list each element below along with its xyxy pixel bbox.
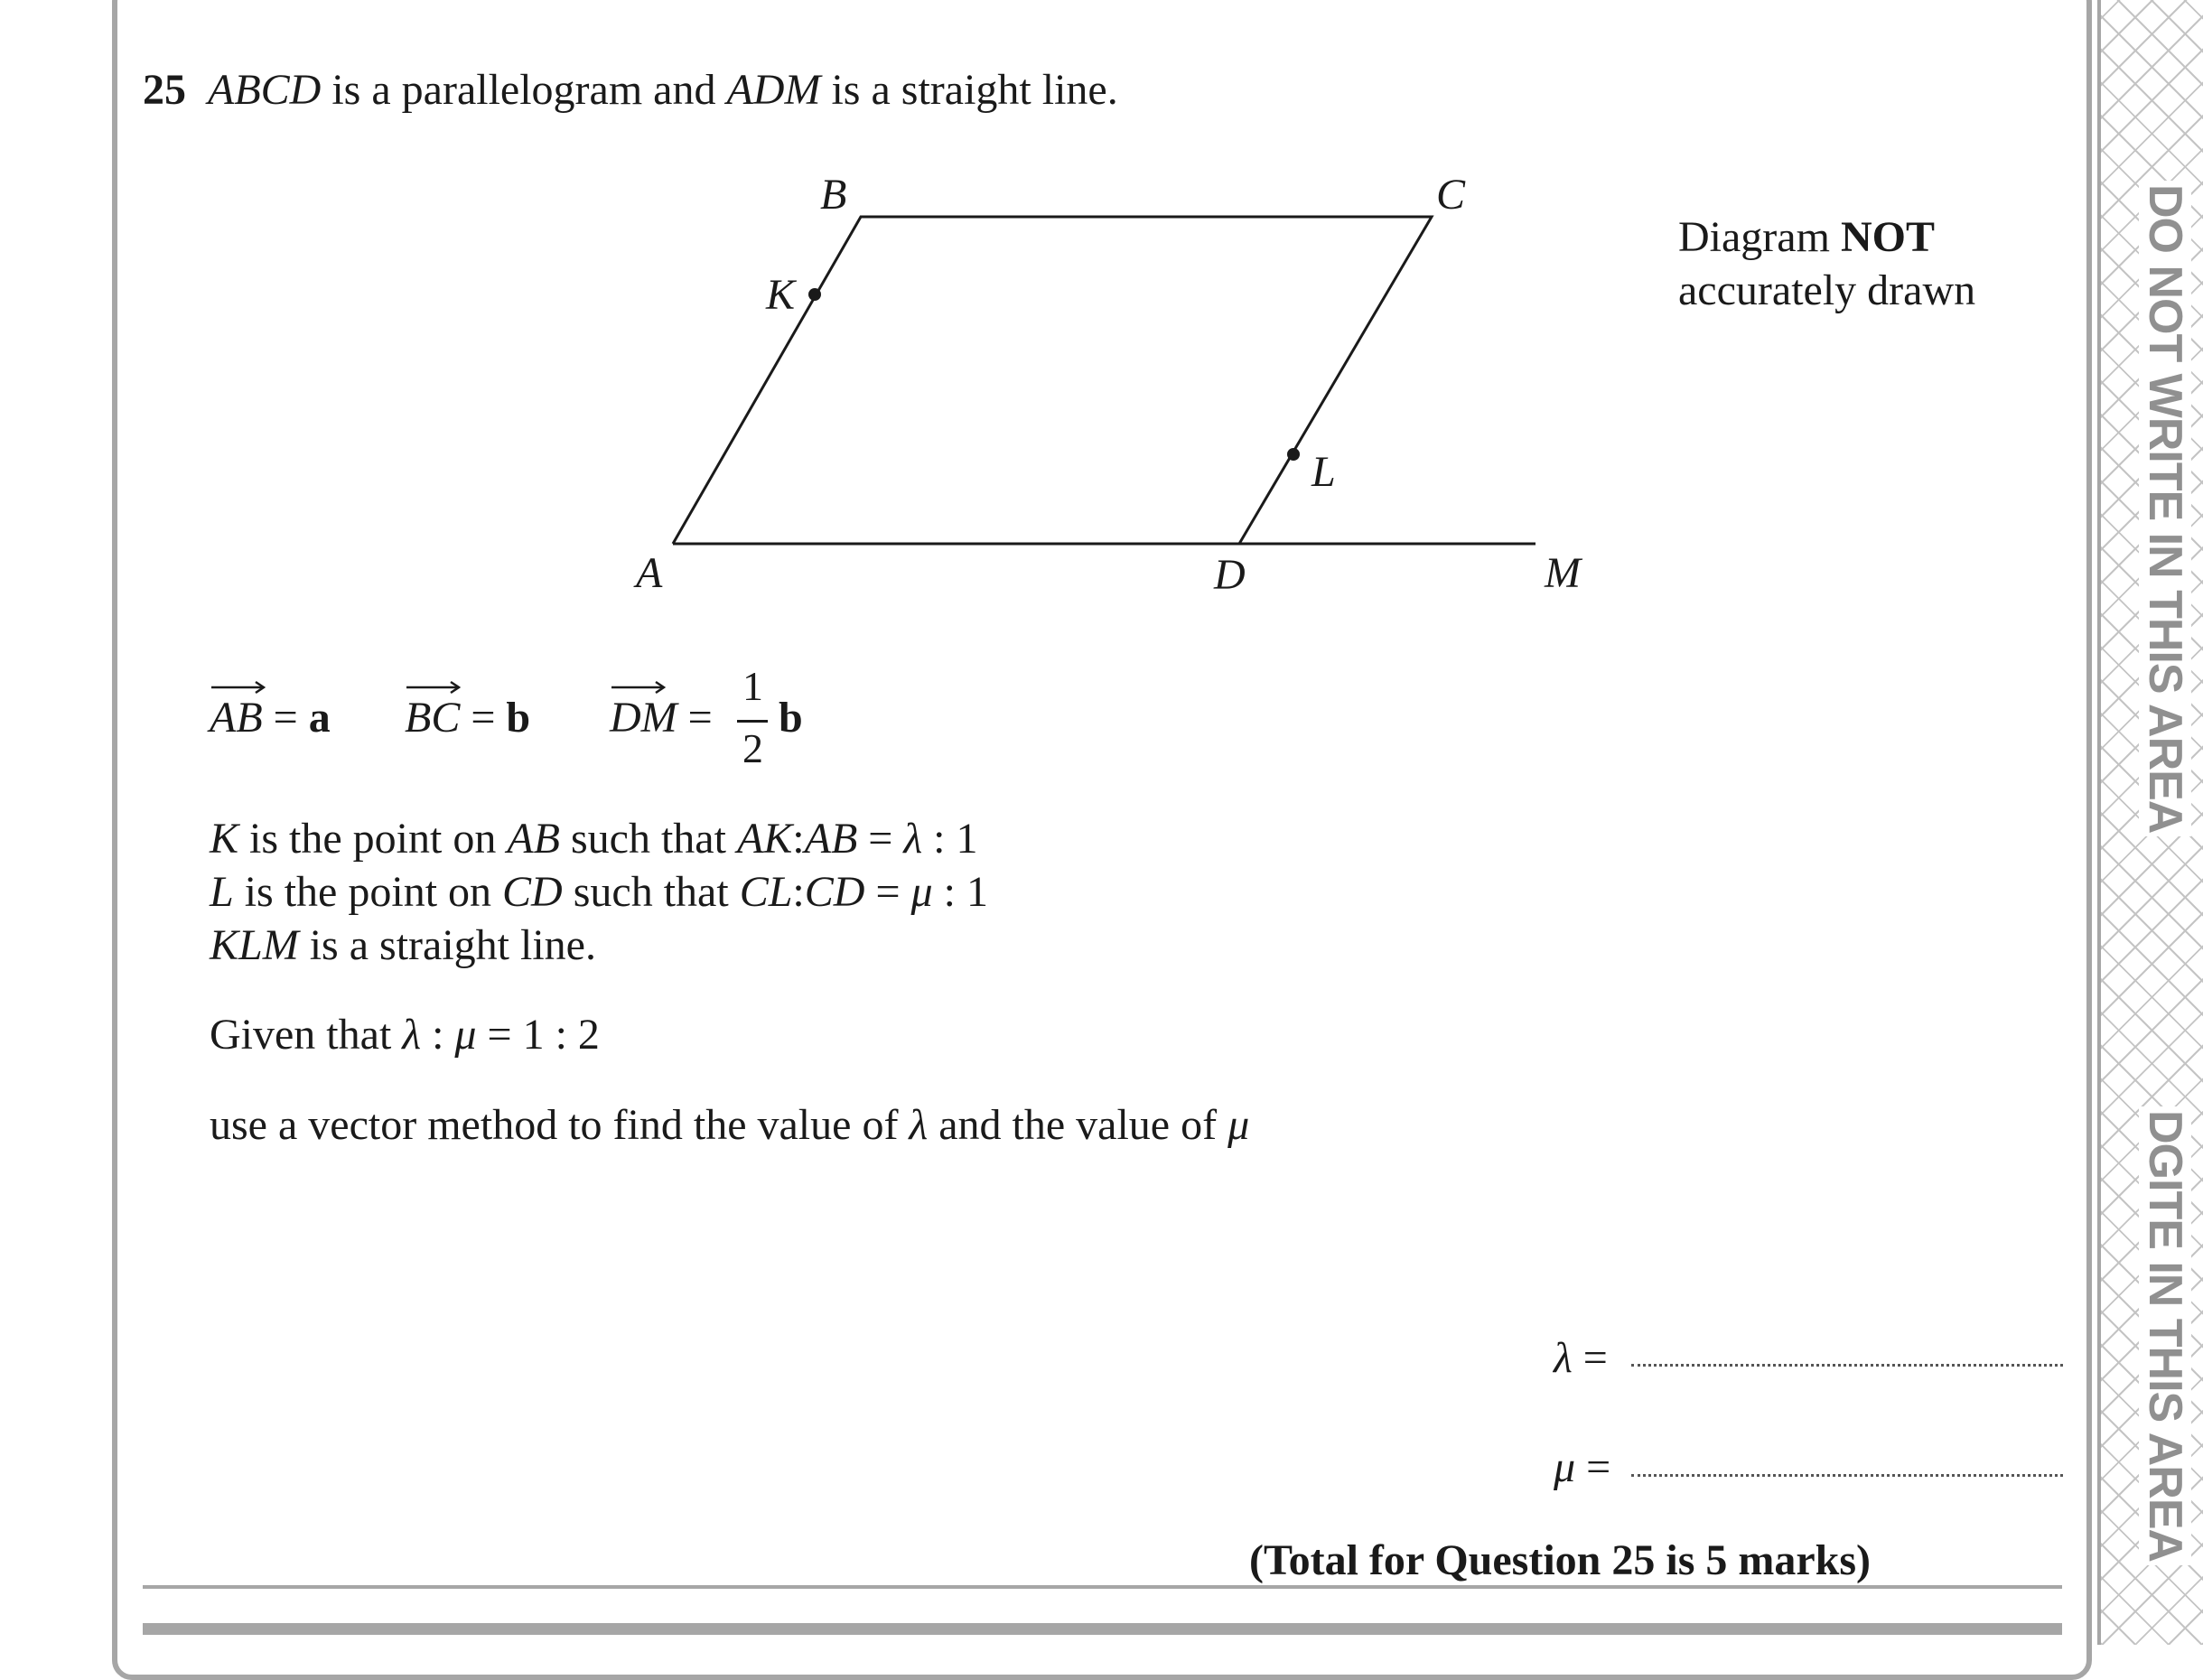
ratio-colon: : bbox=[792, 815, 805, 863]
label-m: M bbox=[1545, 549, 1581, 597]
question-total: (Total for Question 25 is 5 marks) bbox=[1249, 1536, 1872, 1584]
segment-cd: CD bbox=[502, 868, 563, 916]
label-a: A bbox=[636, 549, 663, 597]
vector-dm-value-wrap bbox=[779, 696, 803, 740]
ratio-ak: AK bbox=[736, 815, 793, 863]
line-klm: KLM bbox=[210, 921, 299, 969]
lambda-symbol: λ bbox=[1554, 1334, 1573, 1382]
vector-bc bbox=[405, 696, 460, 740]
answer-equals: = bbox=[1575, 1443, 1611, 1491]
mu-symbol: μ bbox=[1228, 1101, 1250, 1149]
point-l-name: L bbox=[210, 868, 234, 916]
fraction-bar bbox=[737, 720, 768, 723]
ratio-cd: CD bbox=[804, 868, 865, 916]
label-b: B bbox=[820, 171, 847, 219]
segment-ab: AB bbox=[507, 815, 560, 863]
mu-symbol: μ bbox=[454, 1011, 477, 1059]
vector-dm-equals: = bbox=[677, 694, 713, 742]
fraction-numerator: 1 bbox=[742, 663, 763, 709]
label-d: D bbox=[1214, 551, 1246, 599]
vector-bc-value: b bbox=[506, 694, 531, 742]
statement-k bbox=[210, 817, 978, 861]
margin-warning-top: DO NOT WRITE IN THIS AREA bbox=[2139, 181, 2191, 836]
statement-k-text2: such that bbox=[559, 815, 737, 863]
line-name: ADM bbox=[726, 66, 821, 114]
ratio-equals: = bbox=[857, 815, 904, 863]
method-prefix: use a vector method to find the value of bbox=[210, 1101, 910, 1149]
vector-ab-name: AB bbox=[210, 694, 263, 742]
vector-arrow-icon bbox=[611, 680, 666, 695]
ratio-equals: = bbox=[864, 868, 911, 916]
given-colon: : bbox=[421, 1011, 455, 1059]
point-l bbox=[1287, 448, 1300, 461]
diagram-note-line2: accurately drawn bbox=[1678, 266, 1976, 314]
diagram-note-line1 bbox=[1678, 213, 1935, 261]
ratio-ab: AB bbox=[804, 815, 858, 863]
statement-klm bbox=[210, 921, 596, 969]
mu-symbol: μ bbox=[1554, 1443, 1576, 1491]
given-tail: = 1 : 2 bbox=[476, 1011, 600, 1059]
vector-bc-definition bbox=[405, 696, 530, 740]
intro-text-2: is a straight line. bbox=[820, 66, 1118, 114]
vector-dm-value: b bbox=[779, 694, 803, 742]
method-instruction bbox=[210, 1101, 1250, 1149]
vector-arrow-icon bbox=[211, 680, 266, 695]
mu-answer-line[interactable] bbox=[1631, 1474, 2063, 1477]
given-prefix: Given that bbox=[210, 1011, 403, 1059]
answer-equals: = bbox=[1572, 1334, 1608, 1382]
lambda-answer-label bbox=[1554, 1334, 1608, 1382]
ratio-colon: : bbox=[792, 868, 805, 916]
ratio-tail: : 1 bbox=[922, 815, 978, 863]
vector-bc-equals: = bbox=[460, 694, 507, 742]
statement-l-text1: is the point on bbox=[233, 868, 503, 916]
lambda-symbol: λ bbox=[402, 1011, 422, 1059]
shape-name: ABCD bbox=[208, 66, 322, 114]
label-l: L bbox=[1312, 448, 1336, 496]
vector-ab-value: a bbox=[308, 694, 331, 742]
given-statement bbox=[210, 1013, 600, 1057]
point-k bbox=[808, 288, 821, 301]
lambda-answer-line[interactable] bbox=[1631, 1364, 2063, 1367]
vector-dm-definition bbox=[610, 696, 713, 740]
ratio-cl: CL bbox=[739, 868, 793, 916]
vector-dm bbox=[610, 696, 677, 740]
statement-l bbox=[210, 868, 988, 916]
question-number: 25 bbox=[143, 66, 186, 114]
statement-k-text1: is the point on bbox=[238, 815, 508, 863]
ratio-tail: : 1 bbox=[932, 868, 988, 916]
vector-bc-name: BC bbox=[405, 694, 461, 742]
divider-thin bbox=[143, 1585, 2062, 1589]
margin-warning-bottom: DGITE IN THIS AREA bbox=[2139, 1106, 2191, 1565]
diagram-note-bold: NOT bbox=[1840, 213, 1935, 261]
lambda-symbol: λ bbox=[909, 1101, 929, 1149]
mu-answer-label bbox=[1554, 1443, 1611, 1491]
vector-ab bbox=[210, 696, 263, 740]
mu-symbol: μ bbox=[910, 868, 933, 916]
statement-klm-text: is a straight line. bbox=[298, 921, 596, 969]
fraction-denominator: 2 bbox=[742, 725, 763, 771]
label-c: C bbox=[1436, 171, 1466, 219]
method-mid: and the value of bbox=[928, 1101, 1228, 1149]
divider-thick bbox=[143, 1623, 2062, 1635]
point-k-name: K bbox=[210, 815, 239, 863]
vector-arrow-icon bbox=[406, 680, 461, 695]
vector-ab-equals: = bbox=[262, 694, 309, 742]
vector-dm-name: DM bbox=[610, 694, 677, 742]
intro-text-1: is a parallelogram and bbox=[321, 66, 727, 114]
lambda-symbol: λ bbox=[903, 815, 923, 863]
statement-l-text2: such that bbox=[562, 868, 740, 916]
vector-ab-definition bbox=[210, 696, 331, 740]
label-k: K bbox=[766, 271, 796, 319]
diagram-note-prefix: Diagram bbox=[1678, 213, 1841, 261]
